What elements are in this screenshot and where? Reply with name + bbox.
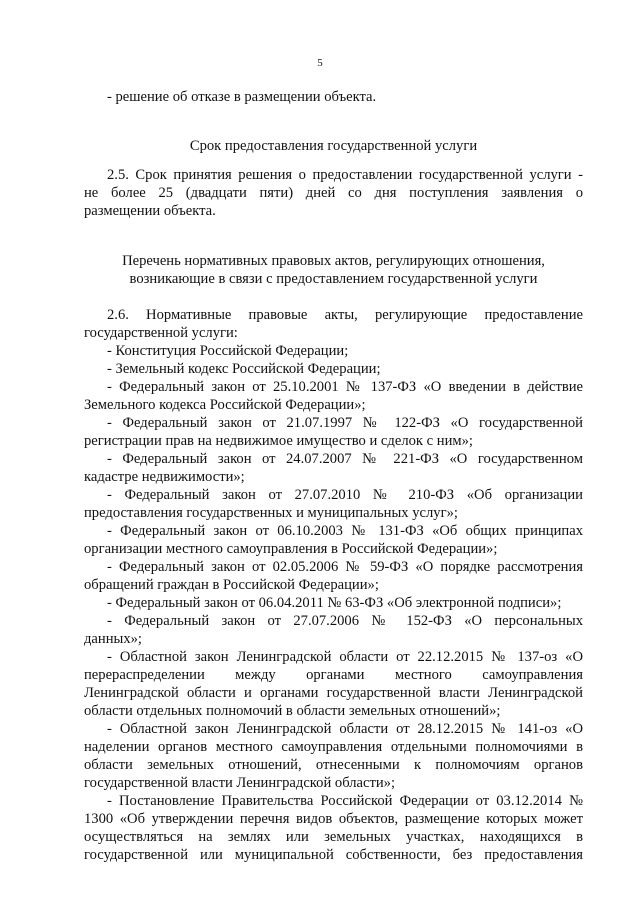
list-item: - Постановление Правительства Российской Федерации от 03.12.2014 № bbox=[107, 793, 583, 809]
paragraph-line: не более 25 (двадцати пяти) дней со дня поступления заявления о bbox=[84, 185, 583, 201]
list-item: регистрации прав на недвижимое имущество и сделок с ним»; bbox=[84, 433, 473, 449]
paragraph-line: государственной услуги: bbox=[84, 325, 238, 341]
list-item: - Федеральный закон от 21.07.1997 № 122-ФЗ «О государственной bbox=[107, 415, 583, 431]
list-item: - Федеральный закон от 24.07.2007 № 221-ФЗ «О государственном bbox=[107, 451, 583, 467]
paragraph-line: размещении объекта. bbox=[84, 203, 216, 219]
list-item: - Федеральный закон от 27.07.2010 № 210-ФЗ «Об организации bbox=[107, 487, 583, 503]
paragraph-line: 2.5. Срок принятия решения о предоставлении государственной услуги - bbox=[107, 167, 583, 183]
section-heading-acts-line: возникающие в связи с предоставлением государственной услуги bbox=[129, 271, 538, 287]
list-item: обращений граждан в Российской Федерации»; bbox=[84, 577, 379, 593]
list-item: данных»; bbox=[84, 631, 142, 647]
list-item: области отдельных полномочий в области земельных отношений»; bbox=[84, 703, 501, 719]
list-item: перераспределении между органами местного самоуправления bbox=[84, 667, 583, 683]
section-heading-acts-line: Перечень нормативных правовых актов, регулирующих отношения, bbox=[122, 253, 545, 269]
list-item: - Конституция Российской Федерации; bbox=[107, 343, 349, 359]
list-item: 1300 «Об утверждении перечня видов объектов, размещение которых может bbox=[84, 811, 583, 827]
list-item: - Областной закон Ленинградской области от 28.12.2015 № 141-оз «О bbox=[107, 721, 583, 737]
list-item: - Областной закон Ленинградской области от 22.12.2015 № 137-оз «О bbox=[107, 649, 583, 665]
list-item: осуществляться на землях или земельных участках, находящихся в bbox=[84, 829, 583, 845]
list-item: Земельного кодекса Российской Федерации»; bbox=[84, 397, 366, 413]
list-item: - Федеральный закон от 27.07.2006 № 152-ФЗ «О персональных bbox=[107, 613, 583, 629]
paragraph-line: 2.6. Нормативные правовые акты, регулирующие предоставление bbox=[107, 307, 583, 323]
list-item: области земельных отношений, отнесенными к полномочиям органов bbox=[84, 757, 583, 773]
list-item: - Федеральный закон от 02.05.2006 № 59-ФЗ «О порядке рассмотрения bbox=[107, 559, 583, 575]
list-item: государственной или муниципальной собственности, без предоставления bbox=[84, 847, 583, 863]
list-item: организации местного самоуправления в Российской Федерации»; bbox=[84, 541, 498, 557]
list-item: кадастре недвижимости»; bbox=[84, 469, 245, 485]
list-item: - Федеральный закон от 06.10.2003 № 131-ФЗ «Об общих принципах bbox=[107, 523, 583, 539]
list-item: - Федеральный закон от 25.10.2001 № 137-ФЗ «О введении в действие bbox=[107, 379, 583, 395]
list-item: предоставления государственных и муниципальных услуг»; bbox=[84, 505, 458, 521]
intro-line: - решение об отказе в размещении объекта. bbox=[107, 89, 377, 105]
list-item: - Земельный кодекс Российской Федерации; bbox=[107, 361, 381, 377]
section-heading-srok: Срок предоставления государственной услуги bbox=[189, 138, 478, 154]
list-item: государственной власти Ленинградской области»; bbox=[84, 775, 396, 791]
page-number: 5 bbox=[317, 57, 323, 69]
list-item: Ленинградской области и органами государственной власти Ленинградской bbox=[84, 685, 583, 701]
list-item: - Федеральный закон от 06.04.2011 № 63-ФЗ «Об электронной подписи»; bbox=[107, 595, 562, 611]
list-item: наделении органов местного самоуправления отдельными полномочиями в bbox=[84, 739, 583, 755]
